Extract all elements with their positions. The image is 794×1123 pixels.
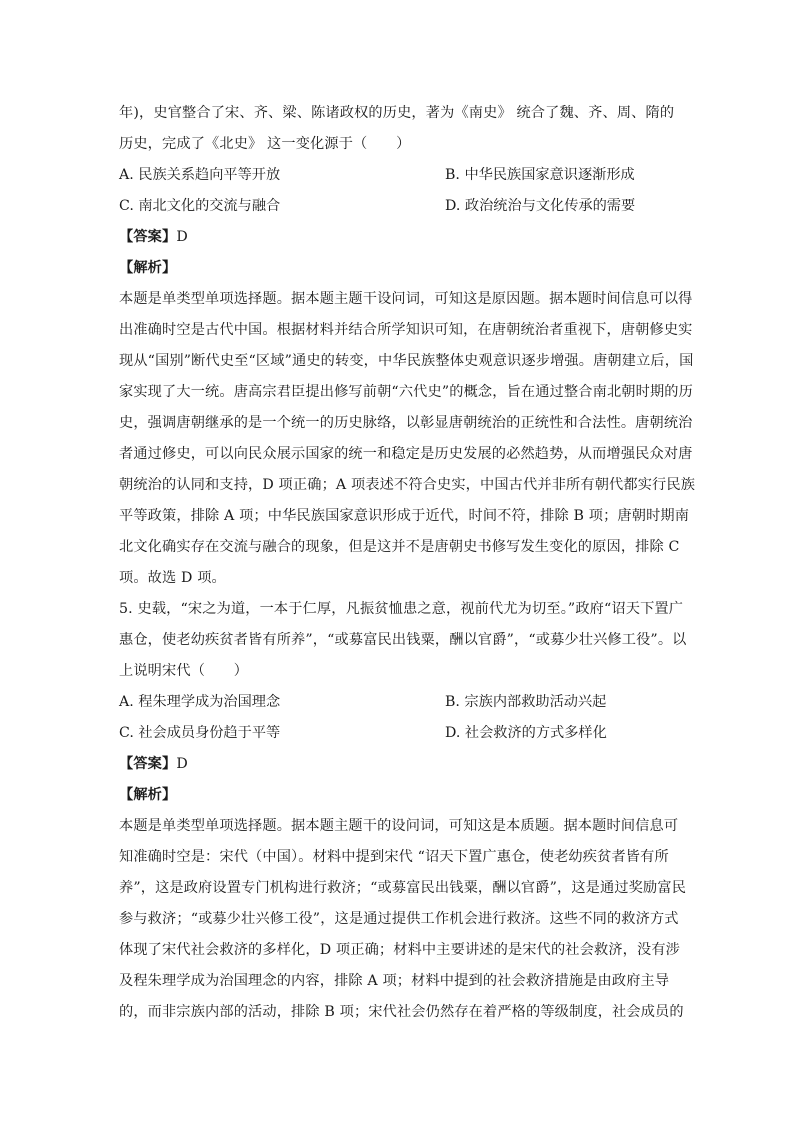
q5-option-a: A. 程朱理学成为治国理念 (119, 694, 281, 710)
q4-answer (119, 222, 679, 253)
q4-option-a: A. 民族关系趋向平等开放 (119, 167, 281, 183)
q4-analysis-line-10: 项。故选 D 项。 (119, 570, 226, 586)
q5-option-d: D. 社会救济的方式多样化 (445, 725, 607, 741)
q5-analysis-heading (119, 780, 679, 811)
q4-stem-line-2: 历史，完成了《北史》 这一变化源于（ ） (119, 136, 411, 152)
q5-stem-line-1: 5. 史载，“宋之为道，一本于仁厚，凡振贫恤患之意，视前代尤为切至。”政府“诏天下置广 (119, 601, 684, 617)
q4-options-row-2 (119, 191, 679, 222)
q5-analysis-line-6: 及程朱理学成为治国理念的内容，排除 A 项；材料中提到的社会救济措施是由政府主导 (119, 973, 670, 989)
q5-answer (119, 749, 679, 780)
q5-answer-value: D (176, 756, 188, 772)
q5-analysis-line-5: 体现了宋代社会救济的多样化，D 项正确；材料中主要讲述的是宋代的社会救济，没有涉 (119, 942, 681, 958)
q5-option-c: C. 社会成员身份趋于平等 (119, 725, 281, 741)
q5-analysis-line-7: 的，而非宗族内部的活动，排除 B 项；宋代社会仍然存在着严格的等级制度，社会成员的 (119, 1004, 684, 1020)
q5-analysis-line-3: 养”，这是政府设置专门机构进行救济；“或募富民出钱粟，酬以官爵”，这是通过奖励富民 (119, 880, 687, 896)
q4-analysis-line-6: 者通过修史，可以向民众展示国家的统一和稳定是历史发展的必然趋势，从而增强民众对唐 (119, 446, 693, 462)
q5-analysis-line-2: 知准确时空是：宋代（中国）。材料中提到宋代 “诏天下置广惠仓，使老幼疾贫者皆有所 (119, 849, 669, 865)
q4-option-c: C. 南北文化的交流与融合 (119, 198, 281, 214)
q5-analysis-tag: 【解析】 (119, 787, 177, 803)
q4-options-row-1 (119, 160, 679, 191)
q5-answer-tag: 【答案】 (119, 756, 177, 772)
q5-option-b: B. 宗族内部救助活动兴起 (445, 694, 607, 710)
q4-analysis-line-1: 本题是单类型单项选择题。据本题主题干设问词，可知这是原因题。据本题时间信息可以得 (119, 291, 693, 307)
q4-analysis-line-2: 出准确时空是古代中国。根据材料并结合所学知识可知，在唐朝统治者重视下，唐朝修史实 (119, 322, 693, 338)
q4-stem-line-1: 年)，史官整合了宋、齐、梁、陈诸政权的历史，著为《南史》 统合了魏、齐、周、隋的 (119, 105, 675, 121)
q4-analysis-line-4: 家实现了大一统。唐高宗君臣提出修写前朝“六代史”的概念，旨在通过整合南北朝时期的历 (119, 384, 693, 400)
q4-analysis-line-5: 史，强调唐朝继承的是一个统一的历史脉络，以彰显唐朝统治的正统性和合法性。唐朝统治 (119, 415, 693, 431)
q4-analysis-line-7: 朝统治的认同和支持，D 项正确；A 项表述不符合史实，中国古代并非所有朝代都实行民族 (119, 477, 696, 493)
q4-analysis-tag: 【解析】 (119, 260, 177, 276)
q5-options-row-2 (119, 718, 679, 749)
q4-analysis-heading (119, 253, 679, 284)
q5-stem-line-2: 惠仓，使老幼疾贫者皆有所养”，“或募富民出钱粟，酬以官爵”，“或募少壮兴修工役”。以 (119, 632, 687, 648)
q4-answer-value: D (176, 229, 188, 245)
document-page (119, 98, 696, 1028)
q4-analysis-line-9: 北文化确实存在交流与融合的现象，但是这并不是唐朝史书修写发生变化的原因，排除 C (119, 539, 680, 555)
q4-analysis-line-3: 现从“国别”断代史至“区域”通史的转变，中华民族整体史观意识逐步增强。唐朝建立后，国 (119, 353, 694, 369)
q4-option-b: B. 中华民族国家意识逐渐形成 (445, 167, 635, 183)
q5-stem-line-3: 上说明宋代（ ） (119, 663, 249, 679)
q5-analysis-line-4: 参与救济；“或募少壮兴修工役”，这是通过提供工作机会进行救济。这些不同的救济方式 (119, 911, 679, 927)
q5-options-row-1 (119, 687, 679, 718)
q4-option-d: D. 政治统治与文化传承的需要 (445, 198, 636, 214)
q4-answer-tag: 【答案】 (119, 229, 177, 245)
q5-analysis-line-1: 本题是单类型单项选择题。据本题主题干的设问词，可知这是本质题。据本题时间信息可 (119, 818, 679, 834)
q4-analysis-line-8: 平等政策，排除 A 项；中华民族国家意识形成于近代，时间不符，排除 B 项；唐朝时期南 (119, 508, 690, 524)
